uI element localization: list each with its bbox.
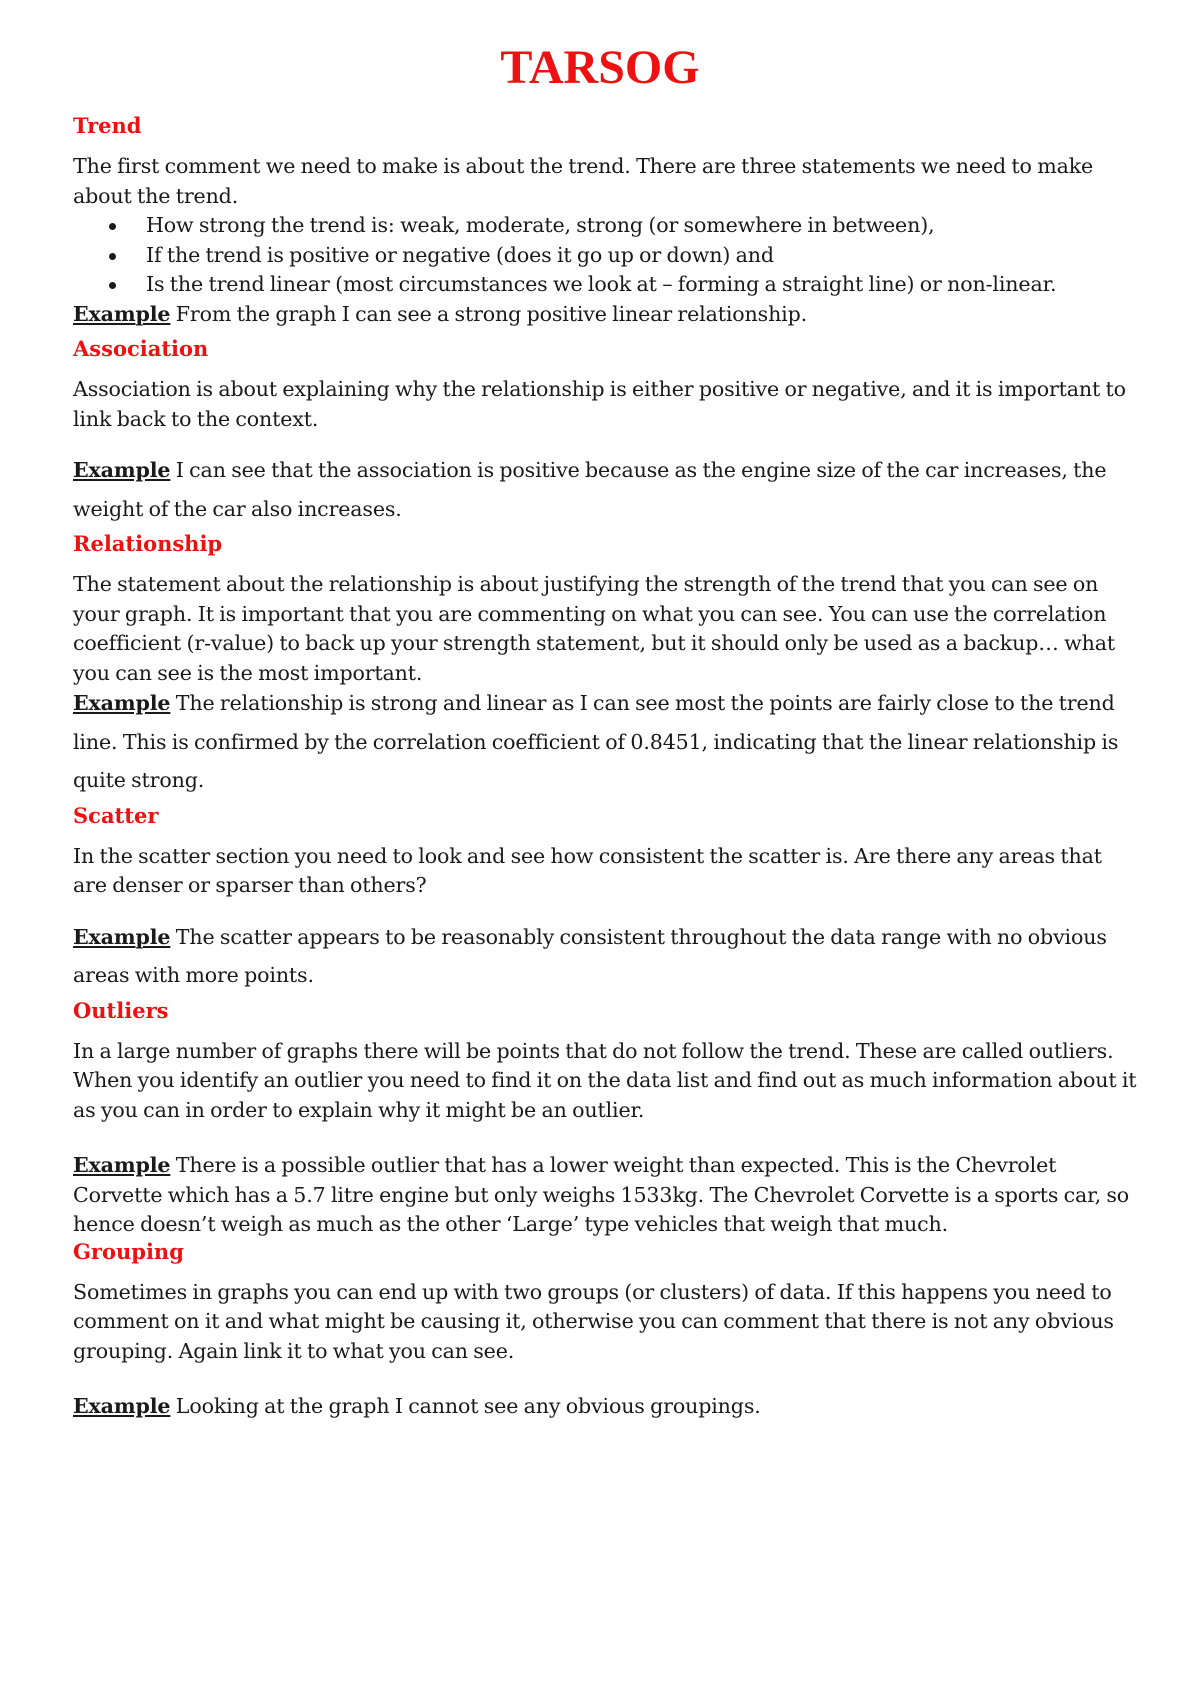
example-text: There is a possible outlier that has a lower weight than expected. This is the Chevrolet Corvette which has a 5.7 litre engine but only weighs 1533kg. The Chevrolet Corvette is a sports car, so hence doesn’t weigh as much as the other ‘Large’ type vehicles that weigh that much. [73, 1153, 1130, 1236]
association-body: Association is about explaining why the relationship is either positive or negative, and it is important to link back to the context. [73, 377, 1126, 431]
section-association [73, 335, 1138, 528]
section-outliers [73, 997, 1138, 1240]
example-label: Example [73, 1394, 171, 1418]
scatter-body: In the scatter section you need to look and see how consistent the scatter is. Are there any areas that are denser or sparser than others? [73, 843, 1102, 897]
example-text: From the graph I can see a strong positive linear relationship. [175, 301, 808, 326]
grouping-body: Sometimes in graphs you can end up with two groups (or clusters) of data. If this happens you need to comment on it and what might be causing it, otherwise you can comment that there is not any obvious grouping. Again link it to what you can see. [73, 1279, 1114, 1363]
example-label: Example [73, 458, 171, 482]
section-heading-grouping: Grouping [73, 1238, 184, 1264]
section-grouping [73, 1238, 1138, 1422]
example-text: I can see that the association is positive because as the engine size of the car increases, the weight of the car also increases. [73, 458, 1107, 521]
section-heading-relationship: Relationship [73, 531, 223, 556]
section-relationship [73, 530, 1138, 800]
grouping-example [73, 1392, 1138, 1422]
trend-bullet-list [73, 211, 1138, 300]
page-title: TARSOG [500, 41, 700, 94]
bullet-text: How strong the trend is: weak, moderate, strong (or somewhere in between), [146, 213, 935, 237]
list-item [73, 211, 1138, 241]
trend-intro: The first comment we need to make is about the trend. There are three statements we need to make about the trend. [73, 154, 1094, 208]
example-label: Example [73, 1153, 171, 1177]
bullet-icon [109, 282, 116, 289]
section-trend [73, 112, 1138, 329]
bullet-icon [109, 223, 116, 230]
document-body [73, 112, 1138, 1422]
example-text: Looking at the graph I cannot see any obvious groupings. [175, 1394, 761, 1418]
bullet-text: Is the trend linear (most circumstances we look at – forming a straight line) or non-linear. [146, 272, 1057, 296]
example-text: The scatter appears to be reasonably consistent throughout the data range with no obvious areas with more points. [73, 924, 1107, 987]
outliers-example [73, 1151, 1138, 1240]
bullet-text: If the trend is positive or negative (does it go up or down) and [146, 242, 774, 267]
trend-example [73, 300, 1138, 330]
bullet-icon [109, 253, 116, 260]
section-heading-scatter: Scatter [73, 802, 159, 828]
example-label: Example [73, 301, 171, 326]
relationship-example [73, 684, 1138, 800]
section-heading-outliers: Outliers [73, 997, 169, 1023]
outliers-body: In a large number of graphs there will be points that do not follow the trend. These are called outliers. When you identify an outlier you need to find it on the data list and find out as much information about it as you can in order to explain why it might be an outlier. [73, 1038, 1137, 1122]
section-heading-trend: Trend [73, 113, 142, 138]
association-example [73, 451, 1138, 528]
example-label: Example [73, 691, 171, 715]
example-label: Example [73, 924, 171, 949]
relationship-body: The statement about the relationship is about justifying the strength of the trend that you can see on your graph. It is important that you are commenting on what you can see. You can use the correlation coefficient (r-value) to back up your strength statement, but it should only be used as a backup… what you can see is the most important. [73, 572, 1115, 685]
section-heading-association: Association [73, 336, 209, 361]
example-text: The relationship is strong and linear as I can see most the points are fairly close to the trend line. This is confirmed by the correlation coefficient of 0.8451, indicating that the linear relationship is quite strong. [73, 691, 1119, 792]
section-scatter [73, 802, 1138, 995]
list-item [73, 241, 1138, 271]
list-item [73, 270, 1138, 300]
scatter-example [73, 918, 1138, 995]
